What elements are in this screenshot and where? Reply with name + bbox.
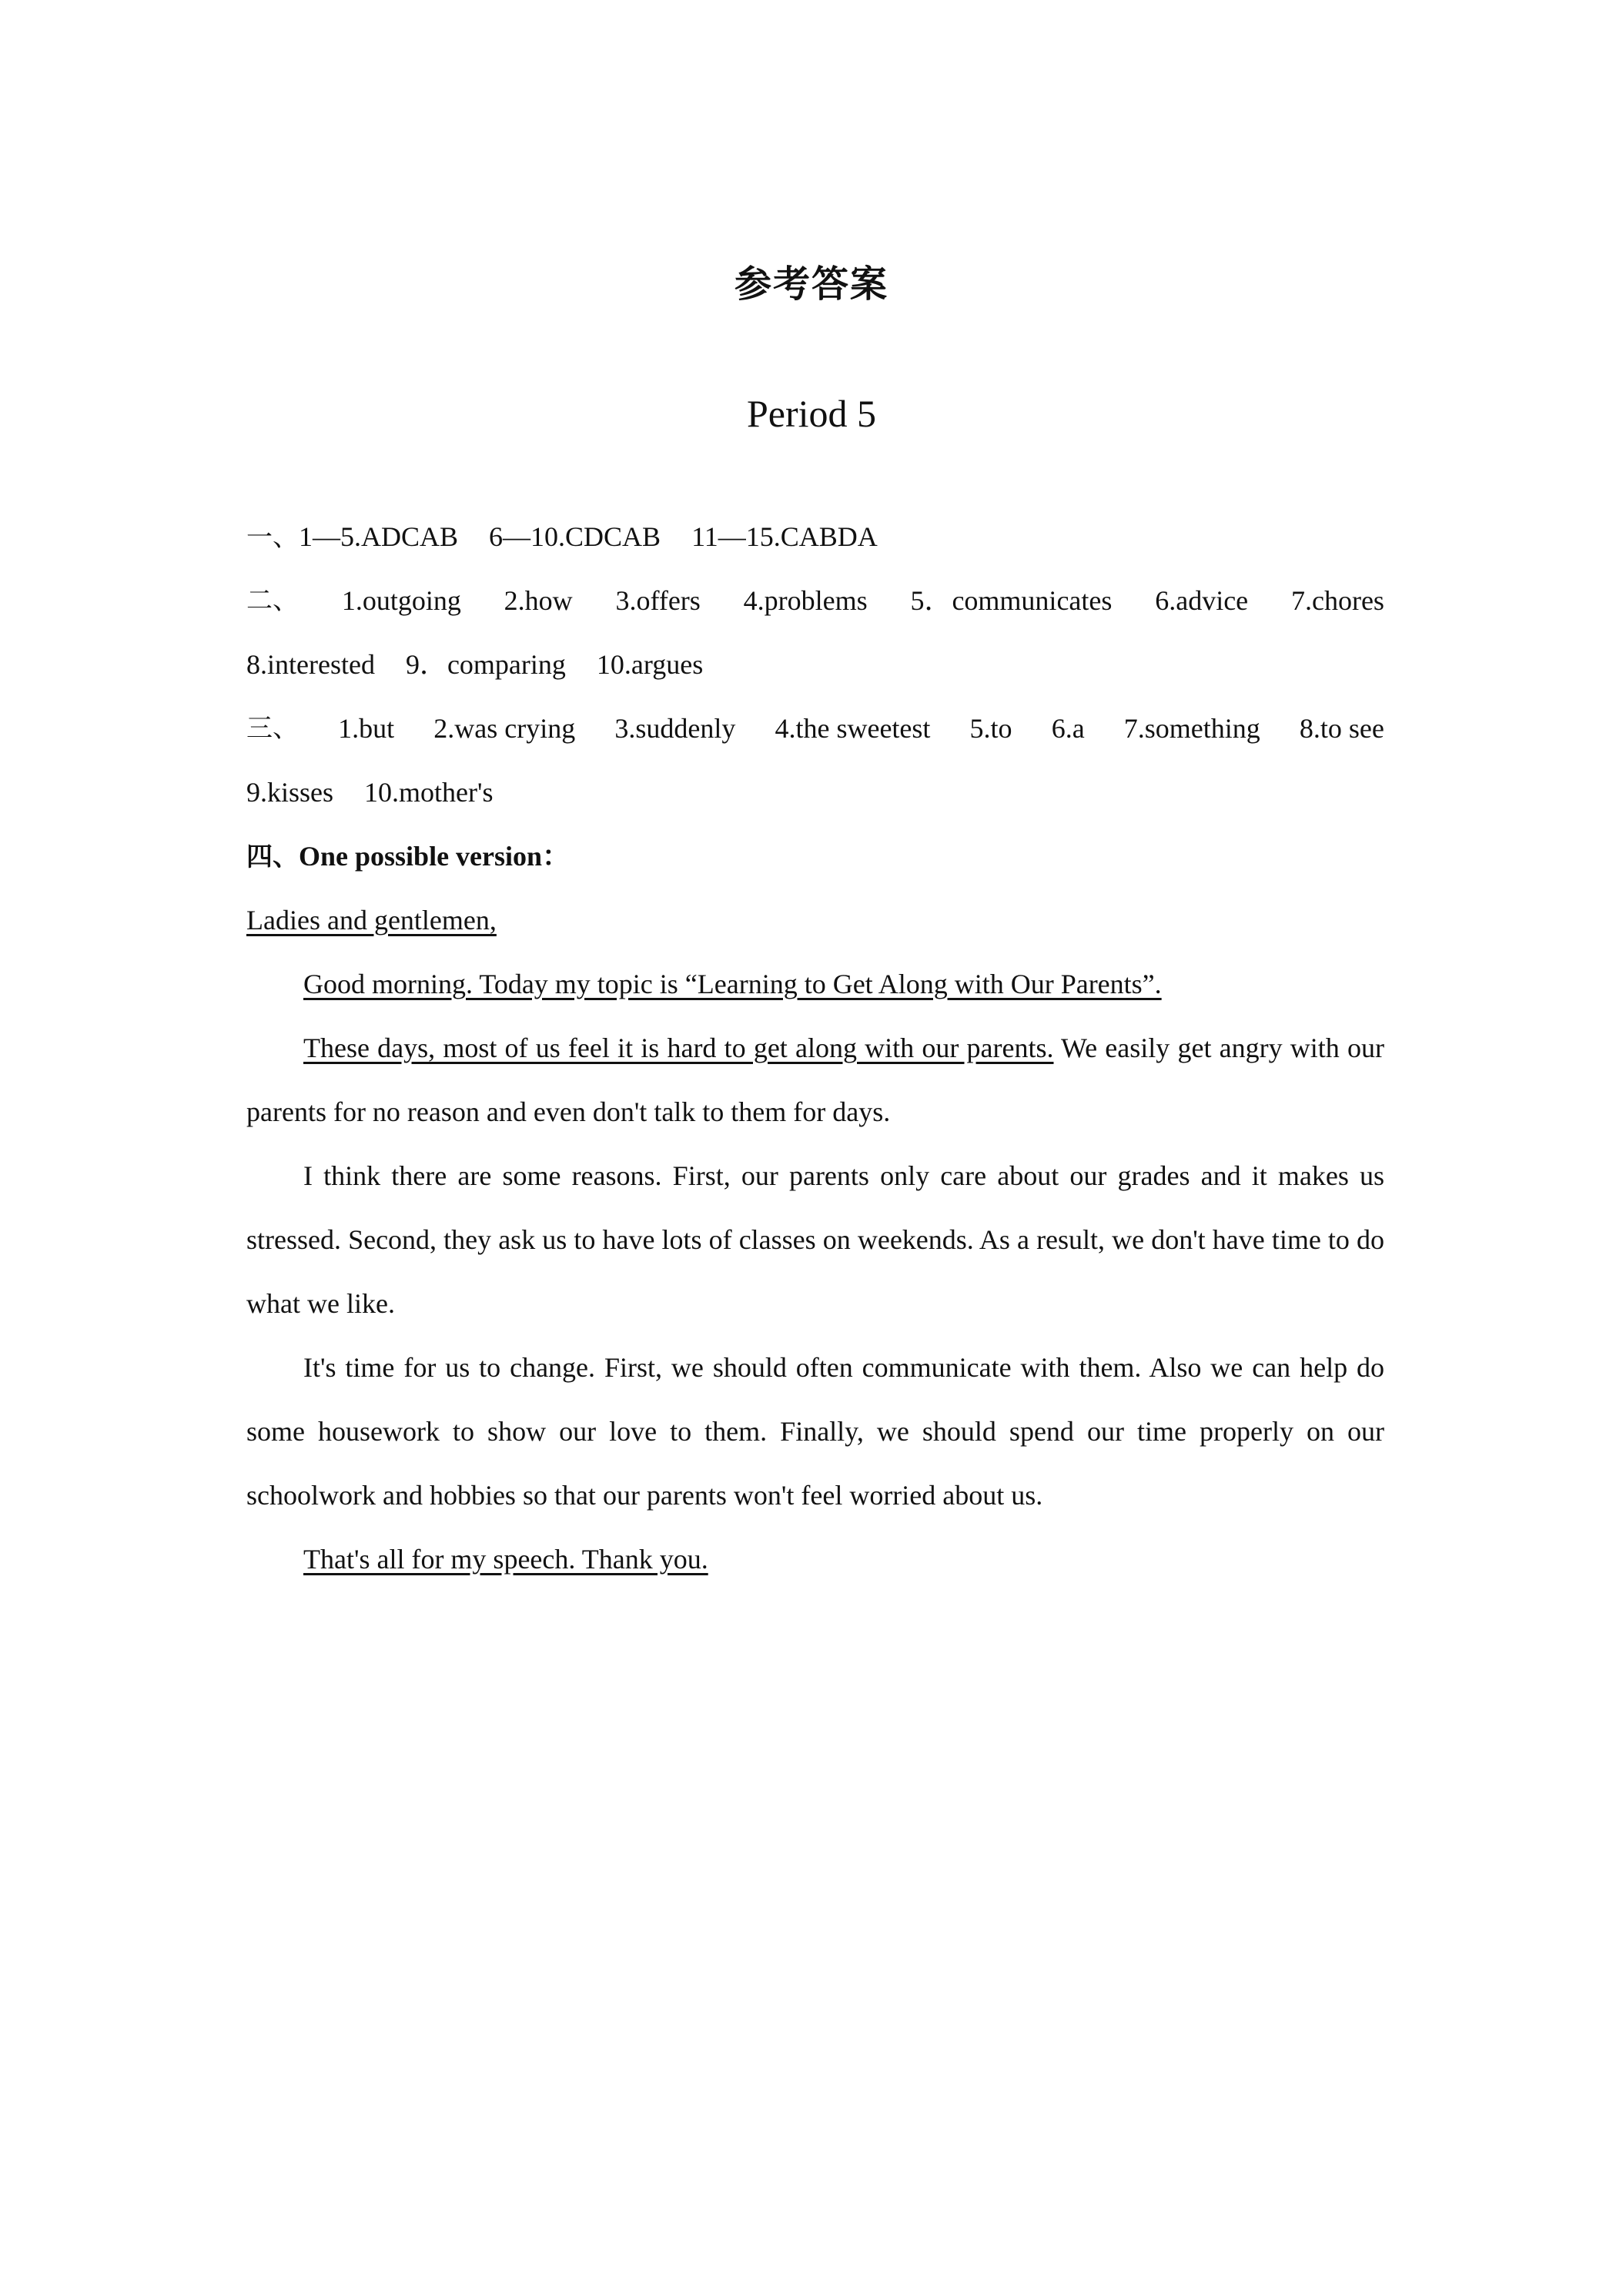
answer-item: 8.to see xyxy=(1299,713,1384,744)
answer-item: 3.offers xyxy=(615,585,701,616)
paragraph-1-rest: We easily get angry with our parents for no reason and even don't talk to them for days. xyxy=(246,1033,1384,1127)
answer-item: 10.argues xyxy=(596,649,704,680)
section-2-marker: 二、 xyxy=(246,585,299,616)
answer-item: 4.the sweetest xyxy=(775,713,931,744)
answer-item: 6—10.CDCAB xyxy=(489,521,661,552)
answer-item: 8.interested xyxy=(246,649,375,680)
section-2-answers-row-1 xyxy=(246,569,1384,633)
answer-item: 9.kisses xyxy=(246,777,334,808)
answer-body xyxy=(246,505,1384,1591)
page-subtitle: Period 5 xyxy=(746,392,877,435)
answer-item: 10.mother's xyxy=(364,777,494,808)
answer-item: 3.suddenly xyxy=(614,713,736,744)
section-2-answers-row-2 xyxy=(246,633,1384,697)
answer-item: 5．communicates xyxy=(910,585,1113,616)
answer-item: 2.was crying xyxy=(433,713,576,744)
essay-greeting xyxy=(246,952,1384,1016)
answer-item: 2.how xyxy=(504,585,573,616)
greeting-text: Good morning. Today my topic is “Learning to Get Along with Our Parents”. xyxy=(303,969,1162,999)
answer-item: 6.a xyxy=(1051,713,1085,744)
closing-text: That's all for my speech. Thank you. xyxy=(303,1544,708,1575)
answer-item: 7.something xyxy=(1123,713,1260,744)
topic-sentence: These days, most of us feel it is hard to get along with our parents. xyxy=(303,1033,1054,1063)
answer-item: 5.to xyxy=(969,713,1012,744)
section-4-heading xyxy=(246,825,570,889)
salutation-text: Ladies and gentlemen, xyxy=(246,905,497,935)
essay-salutation xyxy=(246,889,1384,952)
section-3-answers-row-2 xyxy=(246,761,1384,825)
page-title: 参考答案 xyxy=(734,263,888,306)
essay-paragraph-2: I think there are some reasons. First, our parents only care about our grades and it makes us stressed. Second, they ask us to have lots of classes on weekends. As a result, we don't have time to do what we like. xyxy=(246,1160,1384,1319)
answer-item: 9．comparing xyxy=(405,649,566,680)
answer-item: 11—15.CABDA xyxy=(691,521,878,552)
section-1-group xyxy=(246,505,458,569)
section-1-answers xyxy=(246,505,1384,569)
section-3-answers-row-1 xyxy=(246,697,1384,761)
section-3-marker: 三、 xyxy=(246,713,299,744)
essay-paragraph-3: It's time for us to change. First, we should often communicate with them. Also we can help do some housework to show our love to them. Finally, we should spend our time properly on our schoolwork and hobbies so that our parents won't feel worried about us. xyxy=(246,1352,1384,1511)
answer-item: 1.but xyxy=(338,713,395,744)
section-4-heading-text: One possible version： xyxy=(299,841,571,872)
answer-item: 6.advice xyxy=(1155,585,1249,616)
section-1-marker: 一、 xyxy=(246,522,299,553)
section-4-heading-line xyxy=(246,825,1384,889)
answer-item: 7.chores xyxy=(1290,585,1384,616)
answer-item: 4.problems xyxy=(743,585,868,616)
essay-closing xyxy=(246,1528,1384,1591)
answer-item: 1.outgoing xyxy=(341,585,461,616)
essay-paragraph-1 xyxy=(246,1016,1384,1144)
section-4-marker: 四、 xyxy=(246,842,299,872)
answer-item: 1—5.ADCAB xyxy=(299,521,459,552)
